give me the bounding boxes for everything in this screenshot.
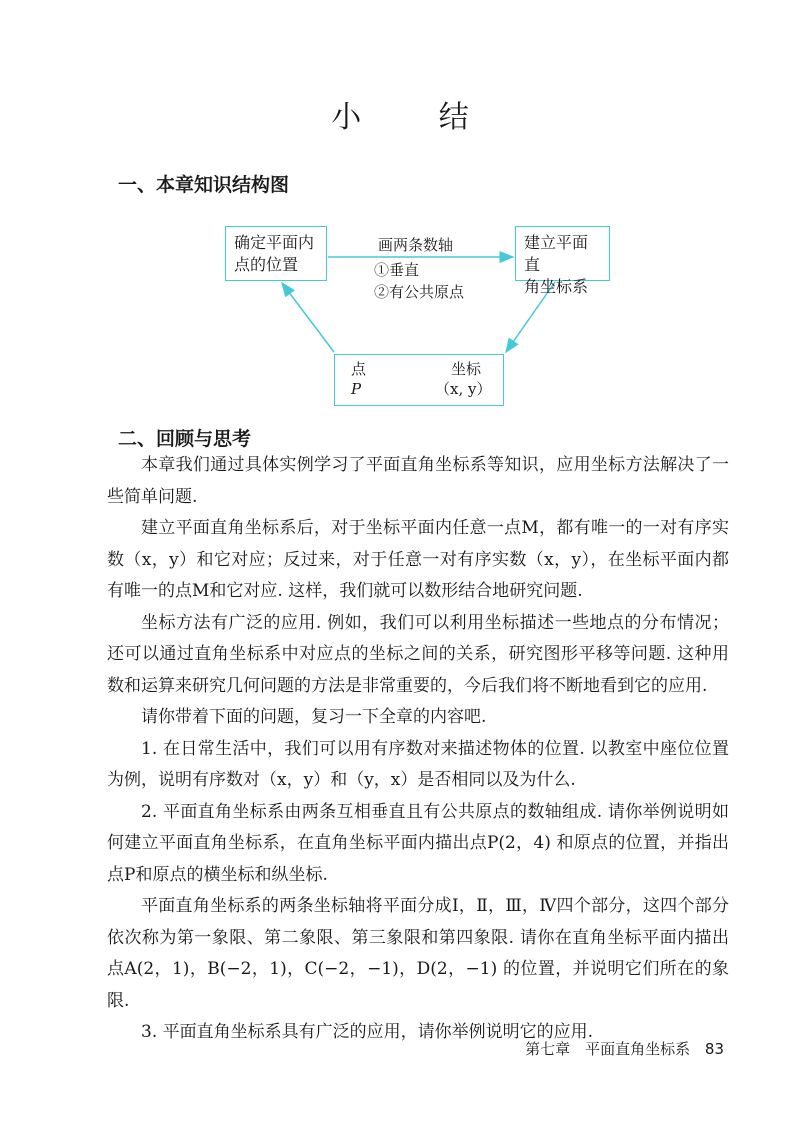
coord-symbol: （x, y）: [435, 380, 492, 398]
box-locate-point: [225, 226, 327, 281]
footer-chapter: 第七章 平面直角坐标系: [525, 1040, 691, 1058]
section-heading-structure: 一、本章知识结构图: [118, 174, 290, 196]
paragraph: 请你带着下面的问题，复习一下全章的内容吧.: [141, 707, 487, 727]
box-left-line2: 点的位置: [234, 255, 299, 274]
page-title: 小 结: [331, 100, 503, 135]
page-footer: [515, 1038, 724, 1059]
page-number: 83: [704, 1040, 724, 1058]
review-body: [107, 450, 729, 1049]
box-build-coordinate-system: [515, 226, 610, 296]
point-symbol: P: [351, 380, 362, 398]
box-right-line2: 角坐标系: [524, 277, 589, 296]
condition-perpendicular: ①垂直: [374, 261, 420, 279]
section-heading-review: 二、回顾与思考: [118, 428, 252, 450]
question-3: 3. 平面直角坐标系具有广泛的应用，请你举例说明它的应用.: [141, 1022, 594, 1042]
arrow-label: 画两条数轴: [378, 236, 454, 254]
knowledge-structure-diagram: [0, 0, 800, 420]
box-left-line1: 确定平面内: [234, 233, 315, 252]
box-point-coordinate: [334, 354, 504, 406]
condition-common-origin: ②有公共原点: [374, 283, 465, 301]
paragraph: 平面直角坐标系的两条坐标轴将平面分成Ⅰ，Ⅱ，Ⅲ，Ⅳ四个部分，这四个部分依次称为第一象限、第二象限、第三象限和第四象限. 请你在直角坐标平面内描出点A(2，1)，B(−2，1)，C(−2，−1)，D(2，−1) 的位置，并说明它们所在的象限.: [107, 896, 729, 1011]
question-1: 1. 在日常生活中，我们可以用有序数对来描述物体的位置. 以教室中座位位置为例，说明有序数对（x，y）和（y，x）是否相同以及为什么.: [107, 738, 729, 790]
question-2: 2. 平面直角坐标系由两条互相垂直且有公共原点的数轴组成. 请你举例说明如何建立平面直角坐标系，在直角坐标平面内描出点P(2，4) 和原点的位置，并指出点P和原点的横坐标和纵坐标.: [107, 801, 729, 885]
box-right-line1: 建立平面直: [524, 233, 589, 274]
arrow-bottom-to-left: [282, 283, 334, 352]
paragraph: 本章我们通过具体实例学习了平面直角坐标系等知识，应用坐标方法解决了一些简单问题.: [107, 455, 729, 507]
paragraph: 建立平面直角坐标系后，对于坐标平面内任意一点M，都有唯一的一对有序实数（x，y）和它对应；反过来，对于任意一对有序实数（x，y），在坐标平面内都有唯一的点M和它对应. 这样，我们就可以数形结合地研究问题.: [107, 518, 729, 601]
point-label: 点: [351, 360, 367, 378]
coord-label: 坐标: [451, 360, 482, 378]
paragraph: 坐标方法有广泛的应用. 例如，我们可以利用坐标描述一些地点的分布情况；还可以通过直角坐标系中对应点的坐标之间的关系，研究图形平移等问题. 这种用数和运算来研究几何问题的方法是非常重要的，今后我们将不断地看到它的应用.: [107, 612, 729, 696]
